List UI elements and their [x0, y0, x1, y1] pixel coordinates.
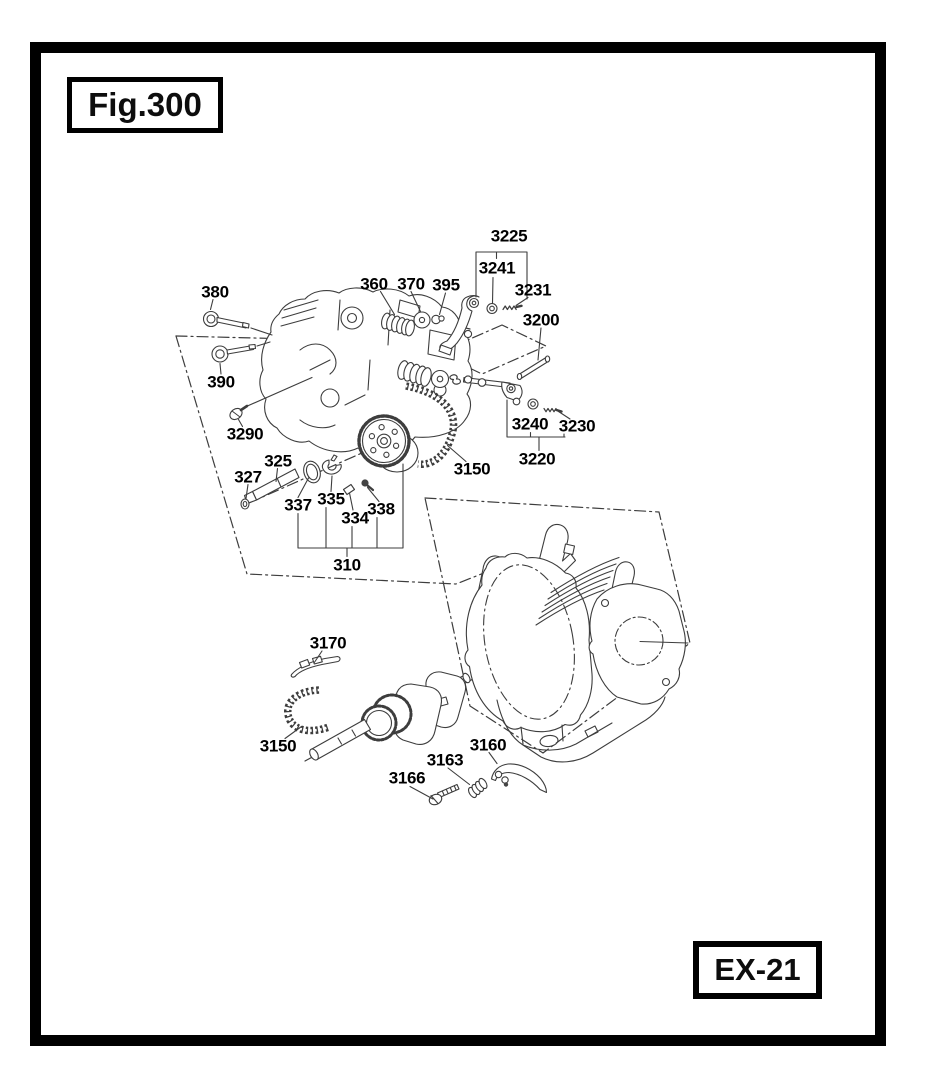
- page-code-text: EX-21: [714, 952, 801, 987]
- part-label-3170-21: 3170: [309, 633, 347, 653]
- part-label-3225-6: 3225: [490, 226, 528, 246]
- part-label-395-5: 395: [432, 275, 460, 295]
- part-label-3231-8: 3231: [514, 280, 552, 300]
- part-label-3163-24: 3163: [426, 750, 464, 770]
- part-label-310-20: 310: [333, 555, 361, 575]
- figure-number-text: Fig.300: [88, 86, 202, 123]
- part-label-3150-13: 3150: [453, 459, 491, 479]
- part-label-3230-11: 3230: [558, 416, 596, 436]
- part-label-360-3: 360: [360, 274, 388, 294]
- part-label-3160-25: 3160: [469, 735, 507, 755]
- part-label-3241-7: 3241: [478, 258, 516, 278]
- part-label-3290-2: 3290: [226, 424, 264, 444]
- part-label-3166-23: 3166: [388, 768, 426, 788]
- part-label-325-14: 325: [264, 451, 292, 471]
- part-label-334-18: 334: [341, 508, 369, 528]
- part-label-327-15: 327: [234, 467, 262, 487]
- part-label-380-0: 380: [201, 282, 229, 302]
- part-label-335-17: 335: [317, 489, 345, 509]
- part-label-370-4: 370: [397, 274, 425, 294]
- part-label-3200-9: 3200: [522, 310, 560, 330]
- part-label-3150-22: 3150: [259, 736, 297, 756]
- part-label-337-16: 337: [284, 495, 312, 515]
- part-label-390-1: 390: [207, 372, 235, 392]
- part-label-338-19: 338: [367, 499, 395, 519]
- part-label-3220-12: 3220: [518, 449, 556, 469]
- part-label-3240-10: 3240: [511, 414, 549, 434]
